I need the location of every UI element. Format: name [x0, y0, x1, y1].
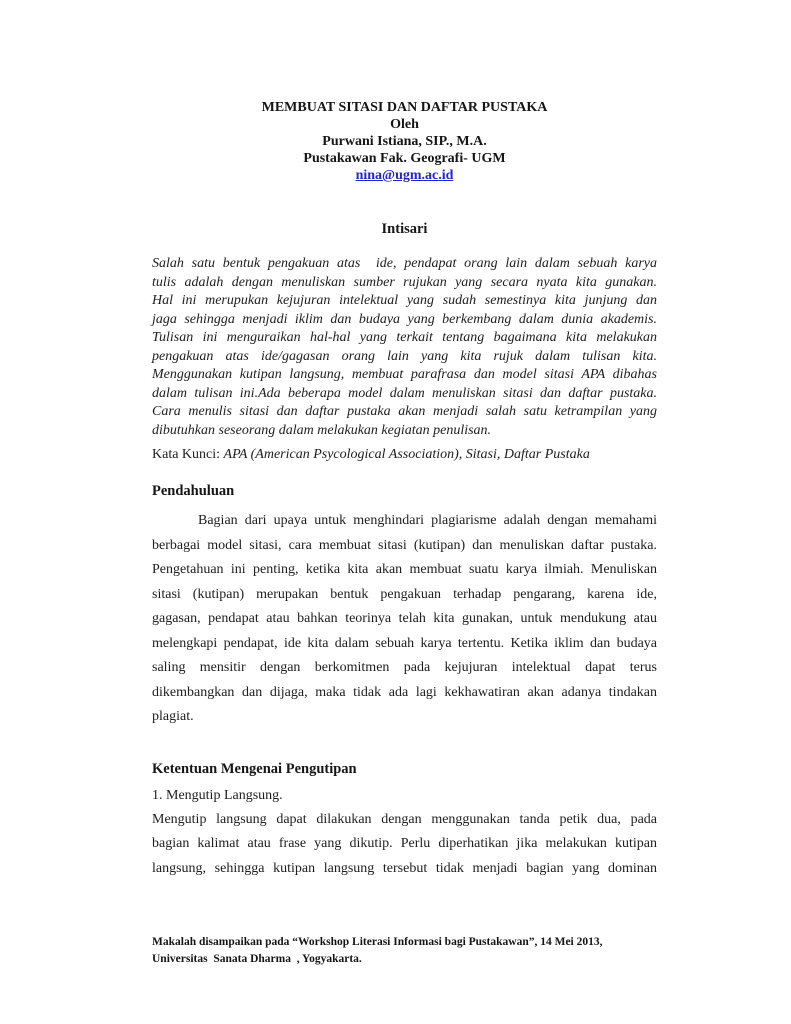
section-heading-pendahuluan: Pendahuluan	[152, 483, 235, 499]
doc-title: MEMBUAT SITASI DAN DAFTAR PUSTAKA	[261, 100, 548, 115]
text-line: saling mensitir dengan berkomitmen pada kejujuran intelektual dapat terus	[152, 660, 657, 675]
text-line: langsung, sehingga kutipan langsung tersebut tidak menjadi bagian yang dominan	[152, 860, 657, 876]
text-line: melengkapi pendapat, ide kita dalam sebuah karya tertentu. Ketika iklim dan budaya	[152, 635, 657, 651]
text-line: Makalah disampaikan pada “Workshop Literasi Informasi bagi Pustakawan”, 14 Mei 2013,	[152, 936, 603, 948]
abstract-heading: Intisari	[381, 221, 428, 237]
keywords-text: APA (American Psycological Association), Sitasi, Daftar Pustaka	[223, 447, 590, 462]
ketentuan-paragraph	[152, 808, 657, 882]
text-line: bagian kalimat atau frase yang dikutip. Perlu diperhatikan jika melakukan kutipan	[152, 836, 657, 851]
text-line: Universitas Sanata Dharma , Yogyakarta.	[152, 952, 362, 965]
title-block	[152, 99, 657, 184]
text-line: dikembangkan dan dijaga, maka tidak ada lagi kekhawatiran akan adanya tindakan	[152, 684, 657, 700]
text-line: Cara menulis sitasi dan daftar pustaka akan menjadi salah satu ketrampilan yang	[152, 404, 657, 419]
abstract-paragraph	[152, 255, 657, 440]
text-line: dalam tulisan ini.Ada beberapa model dalam menuliskan sitasi dan daftar pustaka.	[152, 385, 657, 401]
text-line: pengakuan atas ide/gagasan orang lain yang kita rujuk dalam tulisan kita.	[152, 348, 657, 364]
text-line: Bagian dari upaya untuk menghindari plagiarisme adalah dengan memahami	[198, 513, 657, 528]
doc-affiliation: Pustakawan Fak. Geografi- UGM	[303, 151, 506, 166]
keywords-label: Kata Kunci:	[152, 447, 224, 462]
page-footer	[152, 934, 657, 967]
text-line: Mengutip langsung dapat dilakukan dengan menggunakan tanda petik dua, pada	[152, 811, 657, 827]
email-line	[152, 167, 657, 184]
pendahuluan-paragraph	[152, 509, 657, 730]
text-line: berbagai model sitasi, cara membuat sitasi (kutipan) dan menuliskan daftar pustaka.	[152, 537, 657, 553]
section-heading-ketentuan: Ketentuan Mengenai Pengutipan	[152, 760, 357, 777]
text-line: Pengetahuan ini penting, ketika kita akan membuat suatu karya ilmiah. Menuliskan	[152, 562, 657, 577]
list-item-mengutip-langsung: 1. Mengutip Langsung.	[152, 787, 283, 803]
page-content	[152, 0, 657, 881]
doc-author: Purwani Istiana, SIP., M.A.	[322, 134, 487, 149]
text-line: plagiat.	[152, 709, 194, 724]
text-line: dibutuhkan seseorang dalam melakukan kegiatan penulisan.	[152, 422, 492, 438]
text-line: tulis adalah dengan menuliskan sumber rujukan yang secara nyata kita gunakan.	[152, 274, 657, 290]
author-email-link[interactable]: nina@ugm.ac.id	[355, 168, 454, 183]
doc-byline: Oleh	[390, 117, 419, 132]
text-line: Menggunakan kutipan langsung, membuat parafrasa dan model sitasi APA dibahas	[152, 367, 657, 382]
text-line: Salah satu bentuk pengakuan atas ide, pendapat orang lain dalam sebuah karya	[152, 256, 657, 271]
text-line: jaga sehingga menjadi iklim dan budaya yang berkembang dalam dunia akademis.	[152, 311, 657, 327]
text-line: Hal ini merupukan kejujuran intelektual yang sudah semestinya kita junjung dan	[152, 293, 657, 308]
keywords-line	[152, 446, 657, 463]
text-line: gagasan, pendapat atau bahkan teorinya telah kita gunakan, untuk mendukung atau	[152, 611, 657, 626]
text-line: sitasi (kutipan) merupakan bentuk pengakuan terhadap pengarang, karena ide,	[152, 586, 657, 602]
text-line: Tulisan ini menguraikan hal-hal yang terkait tentang bagaimana kita melakukan	[152, 330, 657, 345]
